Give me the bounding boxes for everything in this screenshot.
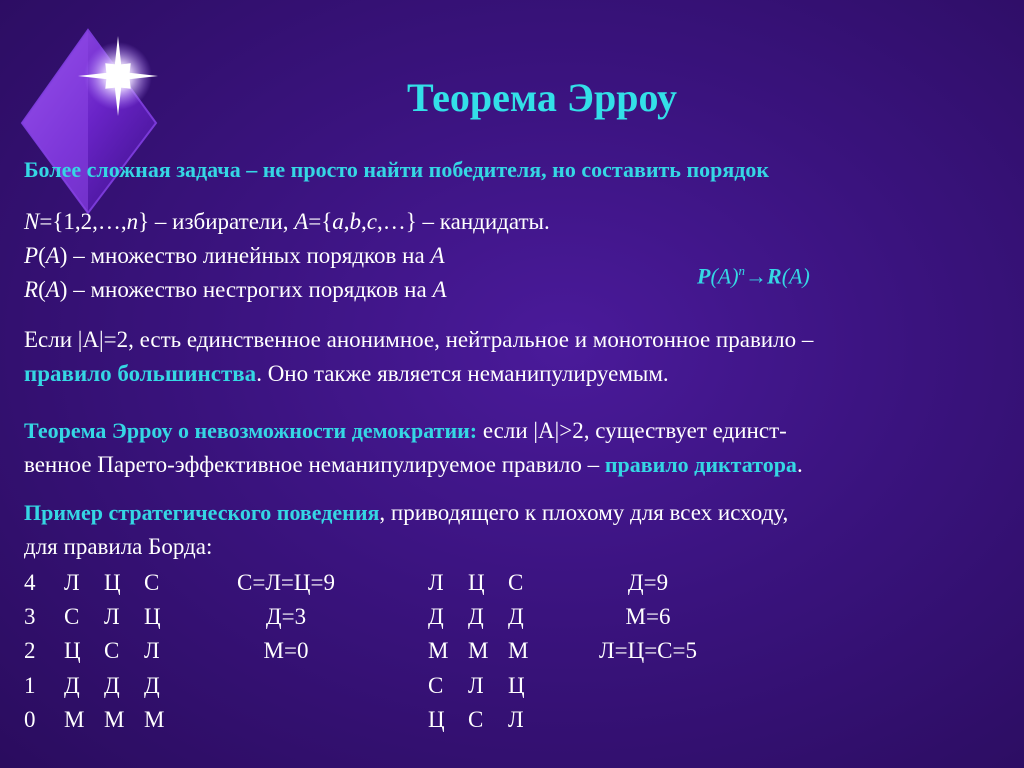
right-pref-cell: М — [508, 638, 529, 663]
right-result-cell: Л=Ц=С=5 — [599, 638, 697, 663]
slide-title: Теорема Эрроу — [407, 75, 677, 120]
left-pref-cell: Д — [64, 673, 80, 698]
score-cell: 2 — [24, 638, 36, 663]
subtitle: Более сложная задача – не просто найти победителя, но составить порядок — [24, 157, 770, 182]
left-pref-cell: Д — [144, 673, 160, 698]
score-cell: 1 — [24, 673, 36, 698]
left-pref-cell: М — [104, 707, 125, 732]
arrow-theorem-label: Теорема Эрроу о невозможности демократии: — [24, 418, 478, 443]
right-pref-cell: Ц — [468, 570, 485, 595]
left-result-cell: М=0 — [263, 638, 309, 663]
dictator-rule-label: правило диктатора — [604, 452, 797, 477]
left-pref-cell: Д — [104, 673, 120, 698]
right-pref-cell: Д — [508, 604, 524, 629]
majority-text-line1: Если |A|=2, есть единственное анонимное, нейтральное и монотонное правило – — [24, 327, 814, 352]
left-pref-cell: Л — [144, 638, 160, 663]
example-line1: Пример стратегического поведения, приводящего к плохому для всех исходу, — [24, 500, 789, 525]
score-cell: 4 — [24, 570, 36, 595]
definition-voters-candidates: N={1,2,…,n} – избиратели, A={a,b,c,…} – кандидаты. — [24, 209, 550, 234]
right-pref-cell: М — [428, 638, 449, 663]
left-pref-cell: С — [64, 604, 80, 629]
right-pref-cell: Д — [428, 604, 444, 629]
left-pref-cell: Л — [64, 570, 80, 595]
majority-rule-label: правило большинства — [24, 361, 257, 386]
left-pref-cell: Ц — [64, 638, 81, 663]
right-result-cell: М=6 — [625, 604, 671, 629]
example-label: Пример стратегического поведения — [24, 500, 380, 525]
definition-weak-orders: R(A) – множество нестрогих порядков на A — [24, 277, 447, 302]
left-pref-cell: М — [64, 707, 85, 732]
score-cell: 0 — [24, 707, 36, 732]
right-pref-cell: С — [428, 673, 444, 698]
left-pref-cell: С — [104, 638, 120, 663]
definition-linear-orders: P(A) – множество линейных порядков на A — [24, 243, 445, 268]
right-pref-cell: М — [468, 638, 489, 663]
left-pref-cell: Ц — [104, 570, 121, 595]
example-line2: для правила Борда: — [24, 534, 213, 559]
left-pref-cell: М — [144, 707, 165, 732]
left-result-cell: Д=3 — [265, 604, 307, 629]
arrow-theorem-line2: венное Парето-эффективное неманипулируемое правило – правило диктатора. — [24, 452, 803, 477]
left-result-cell: С=Л=Ц=9 — [237, 570, 335, 595]
right-result-cell: Д=9 — [627, 570, 669, 595]
right-pref-cell: Л — [428, 570, 444, 595]
left-pref-cell: С — [144, 570, 160, 595]
right-pref-cell: С — [508, 570, 524, 595]
right-pref-cell: Ц — [508, 673, 525, 698]
arrow-theorem-line1: Теорема Эрроу о невозможности демократии: если |A|>2, существует единст- — [24, 418, 787, 443]
majority-text-line2: правило большинства. Оно также является неманипулируемым. — [24, 361, 669, 386]
right-pref-cell: С — [468, 707, 484, 732]
score-cell: 3 — [24, 604, 36, 629]
left-pref-cell: Л — [104, 604, 120, 629]
left-pref-cell: Ц — [144, 604, 161, 629]
right-pref-cell: Ц — [428, 707, 445, 732]
right-pref-cell: Л — [468, 673, 484, 698]
right-pref-cell: Д — [468, 604, 484, 629]
right-pref-cell: Л — [508, 707, 524, 732]
social-welfare-function-formula: $P(A)^n\to R(A)$ — [697, 263, 810, 289]
diamond-star-decoration — [18, 28, 168, 218]
